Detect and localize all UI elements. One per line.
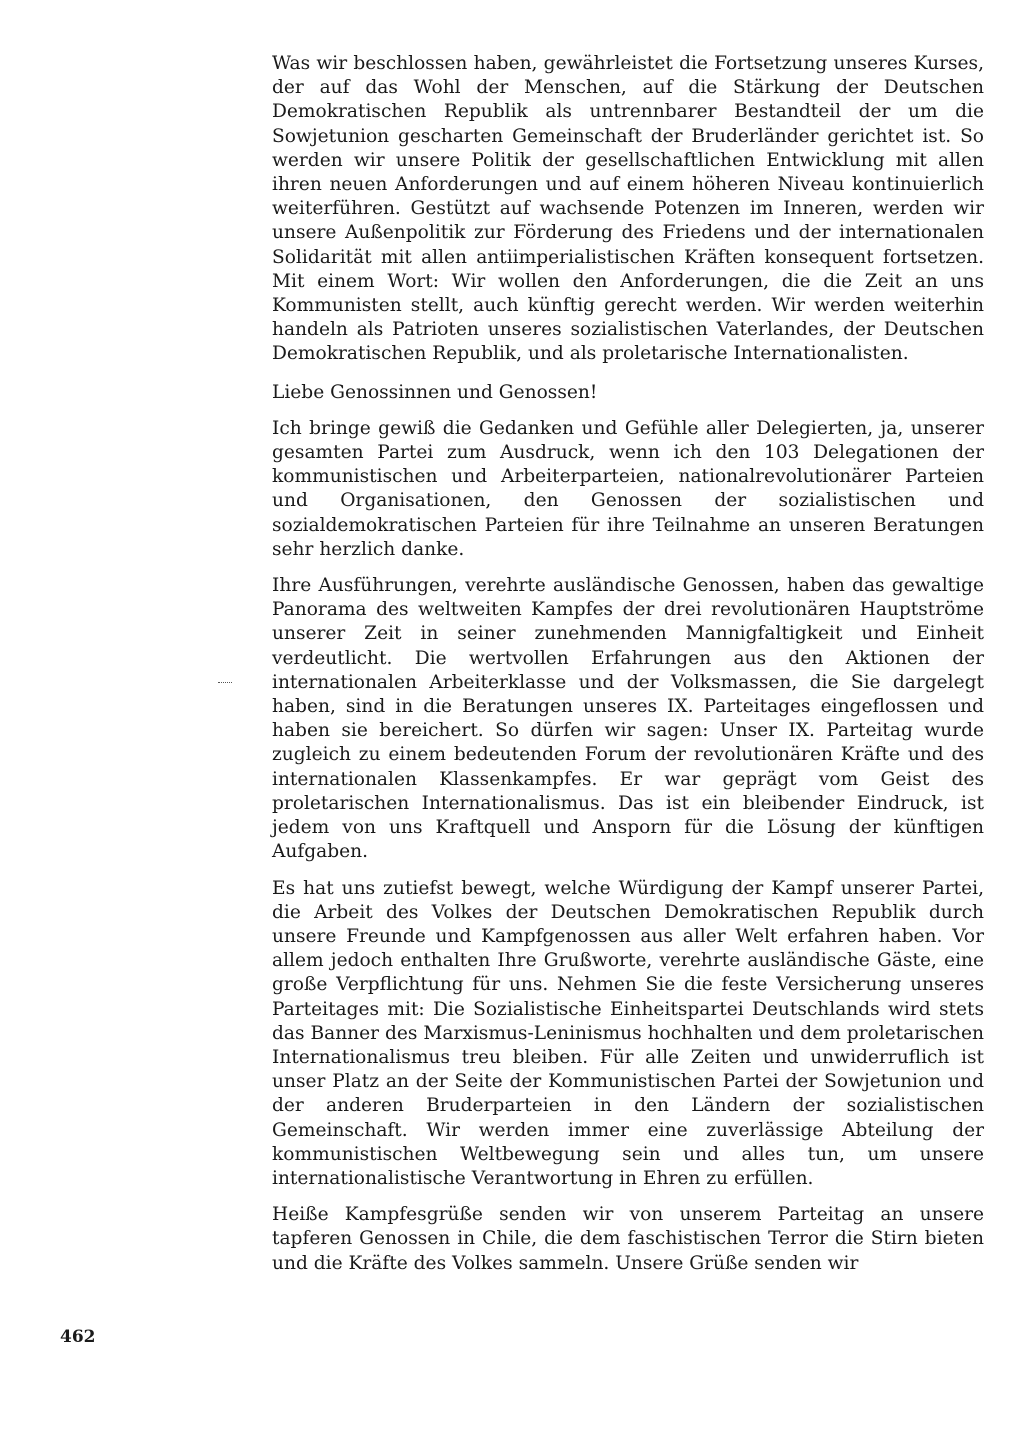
paragraph-3: Ihre Ausführungen, verehrte ausländische Genossen, haben das gewaltige Panorama des weltweiten Kampfes der drei revolutionären Hauptströme unserer Zeit in seiner zunehmenden Mannigfaltigkeit und Einheit verdeutlicht. Die wertvollen Erfahrungen aus den Aktionen der internationalen Arbeiterklasse und der Volksmassen, die Sie dargelegt haben, sind in die Beratungen unseres IX. Parteitages eingeflossen und haben sie bereichert. So dürfen wir sagen: Unser IX. Parteitag wurde zugleich zu einem bedeutenden Forum der revolutionären Kräfte und des internationalen Klassenkampfes. Er war geprägt vom Geist des proletarischen Internationalismus. Das ist ein bleibender Eindruck, ist jedem von uns Kraftquell und Ansporn für die Lösung der künftigen Aufgaben. [272,575,984,863]
margin-mark [218,682,232,685]
salutation: Liebe Genossinnen und Genossen! [272,381,598,403]
text-column [272,52,984,1276]
paragraph-2: Ich bringe gewiß die Gedanken und Gefühle aller Delegierten, ja, unserer gesamten Partei zum Ausdruck, wenn ich den 103 Delegationen der kommunistischen und Arbeiterparteien, nationalrevolutionärer Parteien und Organisationen, den Genossen der sozialistischen und sozialdemokratischen Parteien für ihre Teilnahme an unseren Beratungen sehr herzlich danke. [272,417,984,560]
paragraph-5: Heiße Kampfesgrüße senden wir von unserem Parteitag an unsere tapferen Genossen in Chile, die dem faschistischen Terror die Stirn bieten und die Kräfte des Volkes sammeln. Unsere Grüße senden wir [272,1204,984,1274]
paragraph-1: Was wir beschlossen haben, gewährleistet die Fortsetzung unseres Kurses, der auf das Wohl der Menschen, auf die Stärkung der Deutschen Demokratischen Republik als untrennbarer Bestandteil der um die Sowjetunion gescharten Gemeinschaft der Bruderländer gerichtet ist. So werden wir unsere Politik der gesellschaftlichen Entwicklung mit allen ihren neuen Anforderungen und auf einem höheren Niveau kontinuierlich weiterführen. Gestützt auf wachsende Potenzen im Inneren, werden wir unsere Außenpolitik zur Förderung des Friedens und der internationalen Solidarität mit allen antiimperialistischen Kräften konsequent fortsetzen. Mit einem Wort: Wir wollen den Anforderungen, die die Zeit an uns Kommunisten stellt, auch künftig gerecht werden. Wir werden weiterhin handeln als Patrioten unseres sozialistischen Vaterlandes, der Deutschen Demokratischen Republik, und als proletarische Internationalisten. [272,53,984,365]
paragraph-4: Es hat uns zutiefst bewegt, welche Würdigung der Kampf unserer Partei, die Arbeit des Volkes der Deutschen Demokratischen Republik durch unsere Freunde und Kampfgenossen aus aller Welt erfahren haben. Vor allem jedoch enthalten Ihre Grußworte, verehrte ausländische Gäste, eine große Verpflichtung für uns. Nehmen Sie die feste Versicherung unseres Parteitages mit: Die Sozialistische Einheitspartei Deutschlands wird stets das Banner des Marxismus-Leninismus hochhalten und dem proletarischen Internationalismus treu bleiben. Für alle Zeiten und unwiderruflich ist unser Platz an der Seite der Kommunistischen Partei der Sowjetunion und der anderen Bruderparteien in den Ländern der sozialistischen Gemeinschaft. Wir werden immer eine zuverlässige Abteilung der kommunistischen Weltbewegung sein und alles tun, um unsere internationalistische Verantwortung in Ehren zu erfüllen. [272,877,984,1189]
page-number: 462 [60,1327,96,1347]
